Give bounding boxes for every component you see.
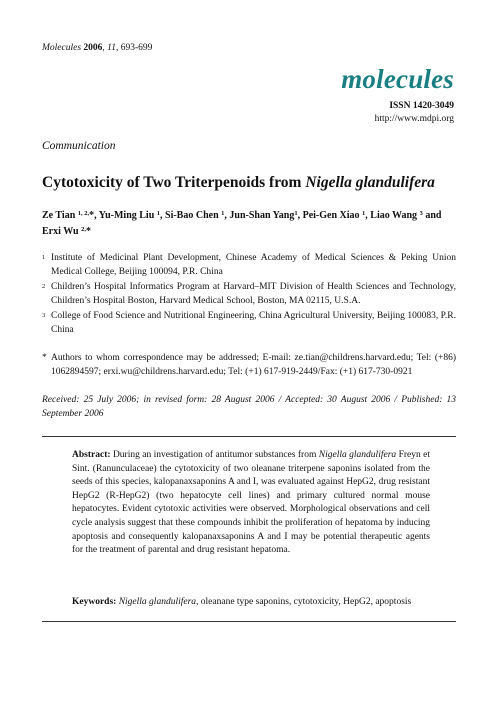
journal-url[interactable]: http://www.mdpi.org <box>374 114 454 124</box>
divider-top <box>42 436 456 437</box>
author-name: Jun-Shan Yang <box>229 210 295 221</box>
author-affiliation-mark: 1 <box>221 210 225 217</box>
author-affiliation-mark: 3 <box>419 210 423 217</box>
keywords <box>72 597 442 607</box>
author-affiliation-mark: 2, <box>81 226 86 233</box>
journal-logo: molecules <box>341 64 454 94</box>
abstract-text: During an investigation of antitumor substances from <box>112 450 319 460</box>
journal-citation: Molecules 2006, 11, 693-699 <box>42 43 153 53</box>
article-title <box>42 174 435 192</box>
journal-name: Molecules <box>42 43 82 53</box>
author-name: Liao Wang <box>370 210 418 221</box>
corresponding-mark: * <box>89 210 95 221</box>
affiliation-mark: 1 <box>42 254 46 261</box>
author-name: Si-Bao Chen <box>165 210 219 221</box>
author-name: Pei-Gen Xiao <box>302 210 360 221</box>
keywords-label: Keywords: <box>72 597 117 607</box>
article-type: Communication <box>42 140 116 152</box>
abstract-label: Abstract: <box>72 450 111 460</box>
title-text: Cytotoxicity of Two Triterpenoids from <box>42 174 306 191</box>
affiliation-3 <box>42 310 456 337</box>
affiliation-text: Institute of Medicinal Plant Development, Chinese Academy of Medical Sciences & Peking Union Medical College, Beijing 100094, P.R. China <box>51 253 456 277</box>
correspondence-note <box>42 352 456 379</box>
affiliation-text: Children’s Hospital Informatics Program at Harvard–MIT Division of Health Sciences and Technology, Children’s Hospital Boston, Harvard Medical School, Boston, MA 02115, U.S.A. <box>51 282 456 306</box>
keywords-species: Nigella glandulifera <box>118 597 197 607</box>
author-name: Erxi Wu <box>42 226 79 237</box>
author-affiliation-mark: 1 <box>294 210 298 217</box>
keywords-text: , oleanane type saponins, cytotoxicity, HepG2, apoptosis <box>196 597 412 607</box>
author-name: Yu-Ming Liu <box>98 210 155 221</box>
author-affiliation-mark: 1 <box>362 210 366 217</box>
issn: ISSN 1420-3049 <box>389 101 454 111</box>
abstract-text: Freyn et Sint. (Ranunculaceae) the cytotoxicity of two oleanane triterpene saponins isolated from the seeds of this species, kalopanaxsaponins A and I, was evaluated against HepG2, drug resistant HepG2 (R-HepG2) (two hepatocyte cell lines) and primary cultured normal mouse hepatocytes. Evident cytotoxic activities were observed. Morphological observations and cell cycle analysis suggest that these compounds inhibit the proliferation of hepatoma by inducing apoptosis and consequently kalopanaxsaponins A and I may be potential therapeutic agents for the treatment of parental and drug resistant hepatoma. <box>72 450 431 556</box>
journal-volume: 11 <box>107 43 116 53</box>
author-affiliation-mark: 1, 2, <box>77 210 90 217</box>
author-conjunction: and <box>425 210 442 221</box>
corresponding-mark: * <box>42 353 47 363</box>
author-affiliation-mark: 1 <box>156 210 161 217</box>
journal-year: 2006 <box>83 43 103 53</box>
affiliation-1 <box>42 252 456 279</box>
corresponding-mark: * <box>85 226 91 237</box>
affiliation-mark: 2 <box>42 283 46 290</box>
affiliation-text: College of Food Science and Nutritional Engineering, China Agricultural University, Beijing 100083, P.R. China <box>51 311 456 335</box>
publication-dates: Received: 25 July 2006; in revised form: 28 August 2006 / Accepted: 30 August 2006 / Published: 13 September 2006 <box>42 395 456 419</box>
correspondence-text: Authors to whom correspondence may be addressed; E-mail: ze.tian@childrens.harvard.edu; Tel: (+86) 1062894597; erxi.wu@childrens.harvard.edu; Tel: (+1) 617-919-2449/Fax: (+1) 617-730-0921 <box>51 353 456 377</box>
abstract <box>72 449 430 558</box>
title-species: Nigella glandulifera <box>305 174 435 191</box>
affiliation-2 <box>42 281 456 308</box>
journal-pages: 693-699 <box>120 43 153 53</box>
affiliation-mark: 3 <box>42 312 46 319</box>
abstract-species: Nigella glandulifera <box>318 450 397 460</box>
divider-bottom <box>42 621 456 622</box>
author-list: Ze Tian $^{1, 2,}$*, Yu-Ming Liu $^1$, Si-Bao Chen $^1$, Jun-Shan Yang$^1$, Pei-Gen Xiao $^1$, Liao Wang $^3$ and Erxi Wu $^{2,}$* <box>42 210 442 237</box>
author-name: Ze Tian <box>42 210 76 221</box>
